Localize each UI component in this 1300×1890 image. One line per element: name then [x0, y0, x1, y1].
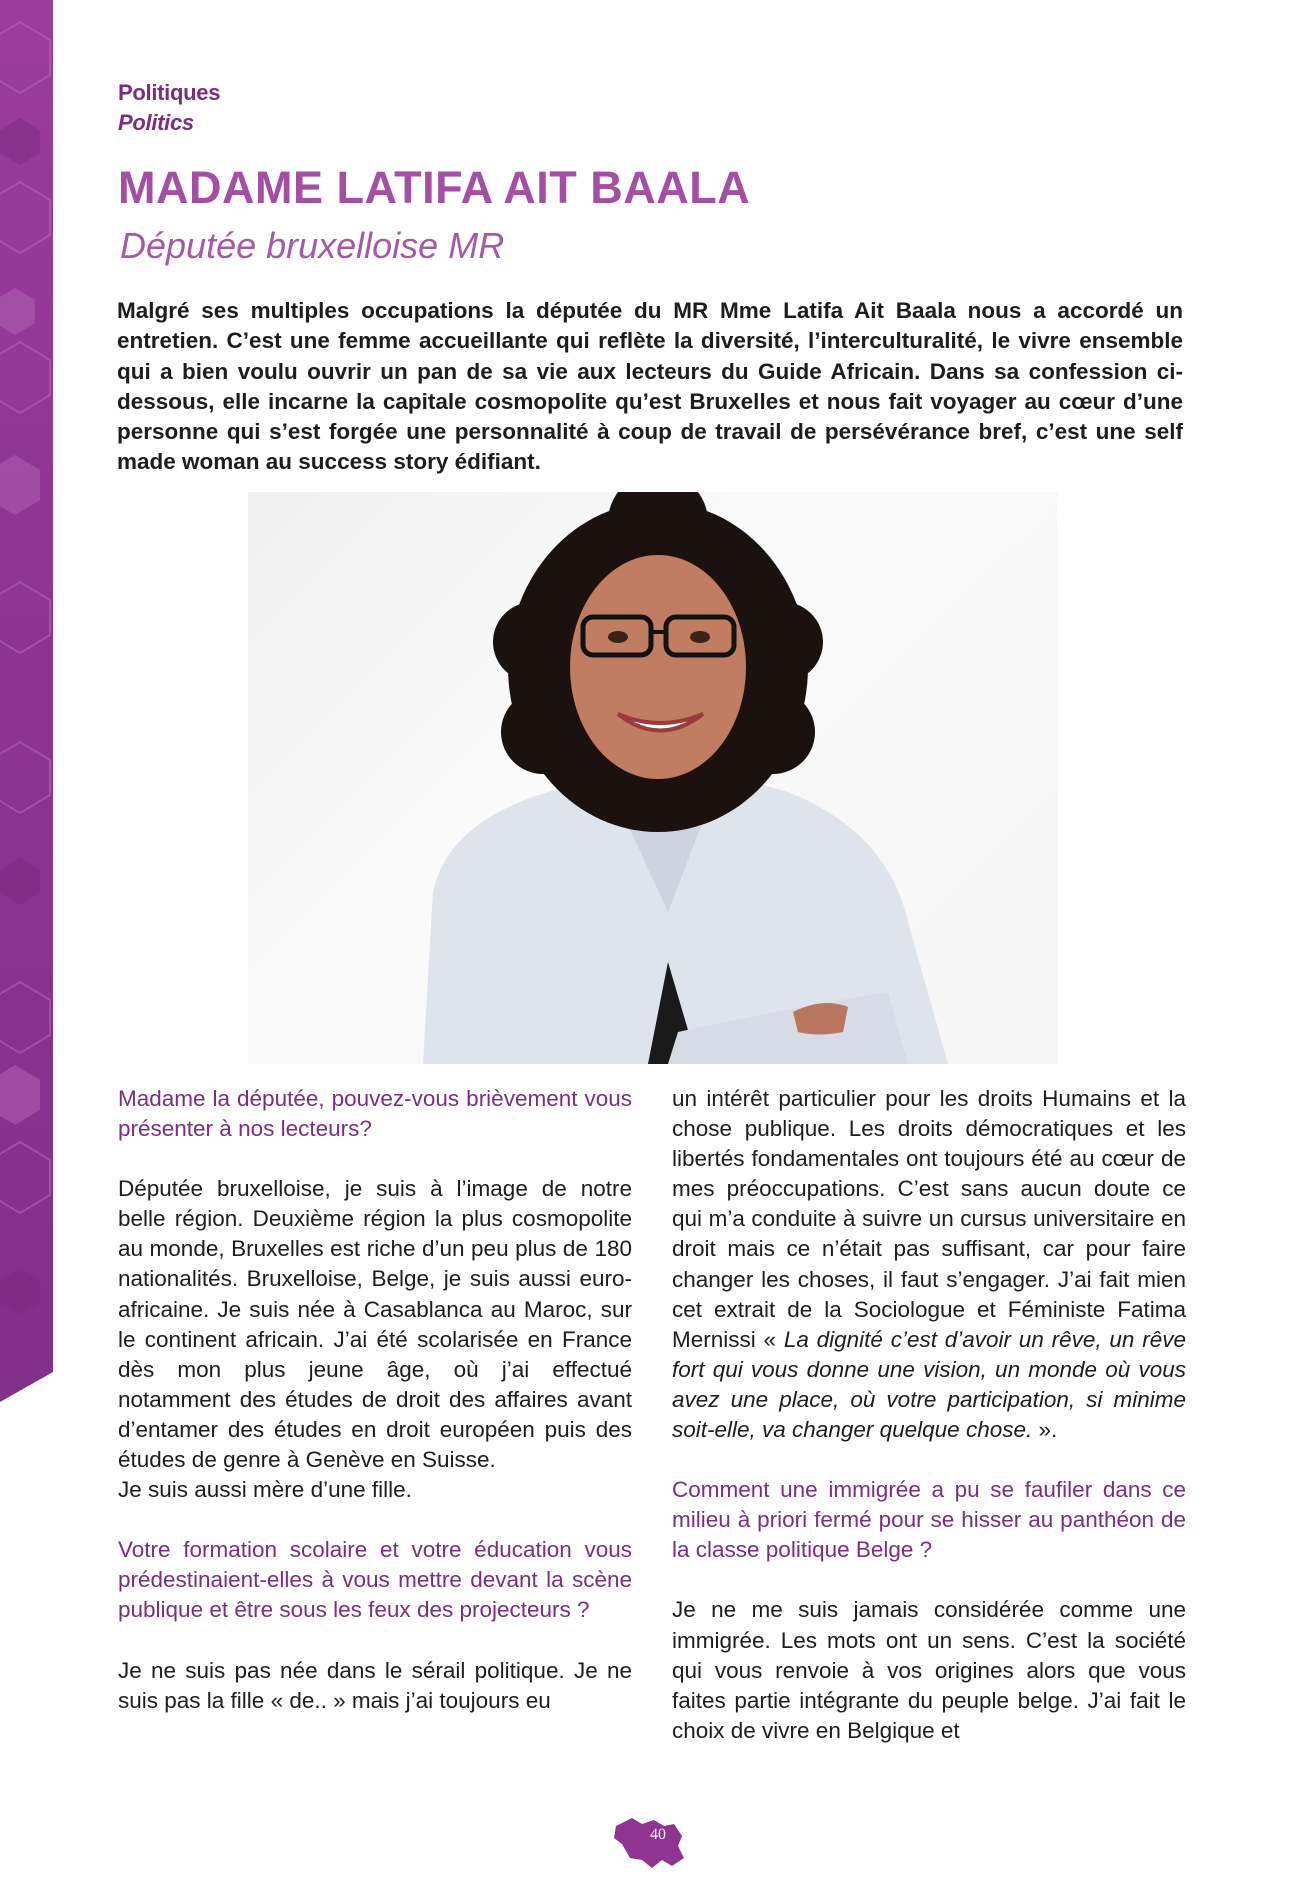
answer-2-continued — [672, 1084, 1186, 1445]
answer-1: Députée bruxelloise, je suis à l’image de notre belle région. Deuxième région la plus cosmopolite au monde, Bruxelles est riche d’un peu plus de 180 nationalités. Bruxelloise, Belge, je suis aussi euro-africaine. Je suis née à Casablanca au Maroc, sur le continent africain. J’ai été scolarisée en France dès mon plus jeune âge, où j’ai effectué notamment des études de droit des affaires avant d’entamer des études en droit européen puis des études de genre à Genève en Suisse. — [118, 1176, 632, 1473]
quote-close: ». — [1032, 1417, 1058, 1443]
answer-1-note: Je suis aussi mère d’une fille. — [118, 1477, 412, 1503]
answer-2: Je ne suis pas née dans le sérail politique. Je ne suis pas la fille « de.. » mais j’ai toujours eu — [118, 1657, 632, 1713]
section-label-fr: Politiques — [118, 80, 221, 105]
question-2: Votre formation scolaire et votre éducation vous prédestinaient-elles à vous mettre devant la scène publique et être sous les feux des projecteurs ? — [118, 1537, 632, 1623]
portrait-photo — [248, 492, 1058, 1064]
answer-3: Je ne me suis jamais considérée comme une immigrée. Les mots ont un sens. C’est la société qui vous renvoie à vos origines alors que vous faites partie intégrante du peuple belge. J’ai fait le choix de vivre en Belgique et — [672, 1597, 1186, 1743]
hexagon-pattern-icon — [0, 0, 53, 1402]
page-number: 40 — [650, 1826, 666, 1843]
mernissi-quote: La dignité c’est d’avoir un rêve, un rêve fort qui vous donne une vision, un monde où vous avez une place, où votre participation, si minime soit-elle, va changer quelque chose. — [672, 1326, 1186, 1443]
portrait-illustration — [248, 492, 1058, 1064]
decorative-sidebar — [0, 0, 53, 1402]
right-column — [672, 1084, 1186, 1746]
left-column — [118, 1084, 632, 1716]
question-3: Comment une immigrée a pu se faufiler dans ce milieu à priori fermé pour se hisser au panthéon de la classe politique Belge ? — [672, 1477, 1186, 1563]
intro-paragraph: Malgré ses multiples occupations la députée du MR Mme Latifa Ait Baala nous a accordé un entretien. C’est une femme accueillante qui reflète la diversité, l’interculturalité, le vivre ensemble qui a bien voulu ouvrir un pan de sa vie aux lecteurs du Guide Africain. Dans sa confession ci-dessous, elle incarne la capitale cosmopolite qu’est Bruxelles et nous fait voyager au cœur d’une personne qui s’est forgée une personnalité à coup de travail de persévérance bref, c’est une self made woman au success story édifiant. — [117, 298, 1183, 475]
question-1: Madame la députée, pouvez-vous brièvement vous présenter à nos lecteurs? — [118, 1086, 632, 1142]
page-title: MADAME LATIFA AIT BAALA — [118, 162, 751, 213]
answer-2-continued-text: un intérêt particulier pour les droits Humains et la chose publique. Les droits démocratiques et les libertés fondamentales ont toujours été au cœur de mes préoccupations. C’est sans aucun doute ce qui m’a conduite à suivre un cursus universitaire en droit mais ce n’était pas suffisant, car pour faire changer les choses, il faut s’engager. J’ai fait mien cet extrait de la Sociologue et Féministe Fatima Mernissi « — [672, 1086, 1186, 1352]
page-subtitle: Députée bruxelloise MR — [120, 225, 505, 266]
section-label-en: Politics — [118, 110, 194, 135]
